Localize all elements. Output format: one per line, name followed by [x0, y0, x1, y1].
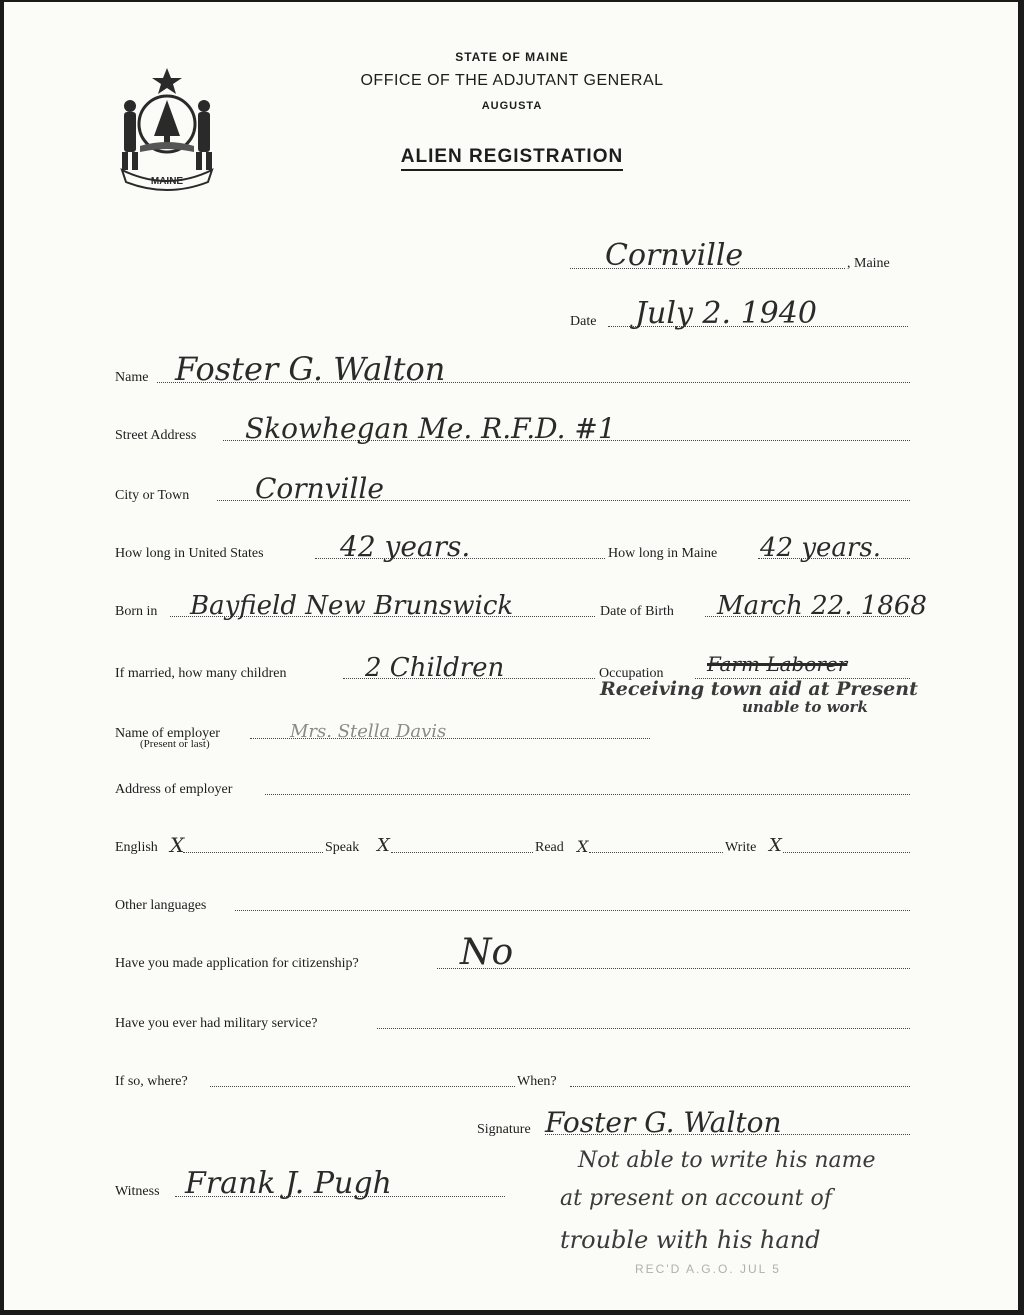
employer-sub: (Present or last): [140, 738, 210, 750]
note-line-1: Not able to write his name: [578, 1148, 876, 1173]
city-value: Cornville: [255, 472, 384, 505]
write-value: X: [769, 835, 782, 856]
seal-banner-text: MAINE: [150, 176, 184, 187]
town-row: [115, 238, 910, 273]
signature-value: Foster G. Walton: [545, 1106, 782, 1139]
citizenship-value: No: [460, 932, 514, 973]
citizenship-label: Have you made application for citizenship?: [115, 956, 359, 971]
received-stamp: REC'D A.G.O. JUL 5: [635, 1262, 781, 1276]
employer-address-row: [115, 768, 910, 798]
date-value: July 2. 1940: [635, 296, 817, 331]
signature-row: [115, 1108, 910, 1138]
occupation-note-1: Receiving town aid at Present: [600, 678, 918, 700]
military-row: [115, 1002, 910, 1032]
maine-label: How long in Maine: [608, 546, 718, 561]
state-suffix: , Maine: [847, 256, 890, 271]
military-label: Have you ever had military service?: [115, 1016, 318, 1031]
witness-value: Frank J. Pugh: [185, 1166, 392, 1201]
street-row: [115, 414, 910, 444]
us-value: 42 years.: [340, 530, 471, 563]
note-line-2: at present on account of: [560, 1186, 832, 1211]
born-label: Born in: [115, 604, 158, 619]
dob-value: March 22. 1868: [717, 591, 927, 621]
occupation-label: Occupation: [599, 666, 664, 681]
where-row: [115, 1060, 910, 1090]
children-label: If married, how many children: [115, 666, 287, 681]
street-value: Skowhegan Me. R.F.D. #1: [245, 412, 616, 445]
date-row: [115, 296, 910, 331]
english-label: English: [115, 840, 158, 855]
speak-label: Speak: [325, 840, 360, 855]
us-label: How long in United States: [115, 546, 264, 561]
employer-row: [115, 712, 910, 742]
birth-row: [115, 590, 927, 621]
language-row: [115, 826, 910, 856]
write-label: Write: [725, 840, 757, 855]
note-line-3: trouble with his hand: [560, 1226, 821, 1254]
signature-label: Signature: [477, 1122, 531, 1137]
date-label: Date: [570, 314, 597, 329]
city-label: City or Town: [115, 488, 190, 503]
occupation-note-2: unable to work: [742, 698, 868, 716]
residency-row: [115, 532, 910, 562]
other-lang-label: Other languages: [115, 898, 207, 913]
witness-label: Witness: [115, 1184, 160, 1199]
employer-address-label: Address of employer: [115, 782, 233, 797]
name-label: Name: [115, 370, 149, 385]
read-value: X: [577, 837, 589, 856]
dob-label: Date of Birth: [600, 604, 674, 619]
where-label: If so, where?: [115, 1074, 188, 1089]
english-value: X: [170, 833, 185, 857]
when-label: When?: [517, 1074, 557, 1089]
read-label: Read: [535, 840, 564, 855]
other-languages-row: [115, 884, 910, 914]
born-value: Bayfield New Brunswick: [190, 591, 514, 621]
maine-value: 42 years.: [760, 533, 881, 563]
street-label: Street Address: [115, 428, 197, 443]
name-row: [115, 350, 910, 388]
name-value: Foster G. Walton: [175, 350, 446, 388]
form-title: ALIEN REGISTRATION: [0, 146, 1024, 168]
occupation-struck: Farm Laborer: [707, 652, 848, 676]
city-row: [115, 474, 910, 504]
header-state: STATE OF MAINE: [455, 50, 569, 64]
maine-state-seal-icon: [108, 62, 226, 192]
citizenship-row: [115, 932, 910, 973]
speak-value: X: [377, 835, 390, 856]
header-city: AUGUSTA: [481, 100, 543, 112]
employer-value: Mrs. Stella Davis: [290, 721, 447, 742]
employer-label: Name of employer: [115, 726, 220, 741]
header-office: OFFICE OF THE ADJUTANT GENERAL: [360, 72, 664, 89]
town-value: Cornville: [605, 238, 744, 273]
children-value: 2 Children: [365, 653, 505, 683]
